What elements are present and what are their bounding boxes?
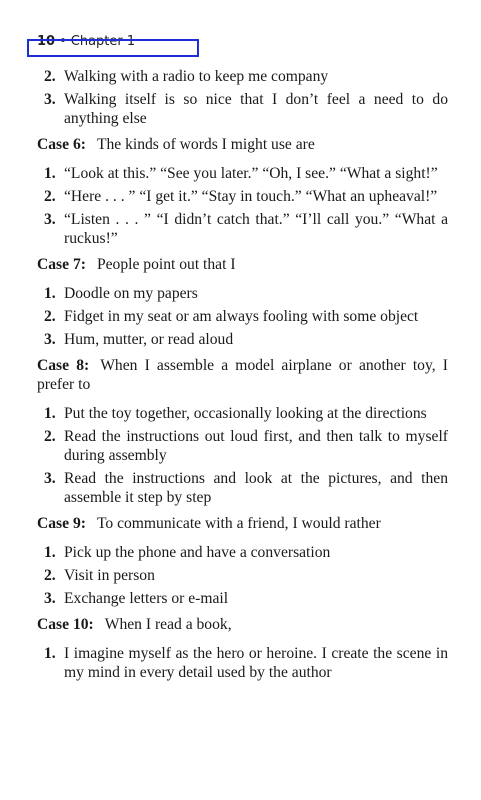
case-9-options [37, 543, 448, 608]
case-prompt: To communicate with a friend, I would rather [96, 515, 381, 532]
list-item [37, 644, 448, 682]
item-text: Put the toy together, occasionally looking at the directions [64, 405, 427, 422]
item-text: Exchange letters or e-mail [64, 590, 229, 607]
item-number: 1. [44, 405, 56, 422]
list-item [37, 284, 448, 303]
item-number: 2. [44, 428, 56, 445]
case-7-options [37, 284, 448, 349]
item-number: 1. [44, 544, 56, 561]
item-number: 3. [44, 590, 56, 607]
case-prompt: People point out that I [96, 256, 236, 273]
item-number: 2. [44, 308, 56, 325]
list-item [37, 427, 448, 465]
item-text: Doodle on my papers [64, 285, 198, 302]
chapter-title: Chapter 1 [70, 34, 136, 49]
list-item [37, 469, 448, 507]
item-number: 3. [44, 470, 56, 487]
item-text: Fidget in my seat or am always fooling with some object [64, 308, 419, 325]
item-text: “Listen . . . ” “I didn’t catch that.” “I’ll call you.” “What a ruckus!” [64, 211, 448, 247]
case-9-heading [37, 514, 448, 533]
case-label: Case 6: [37, 136, 86, 153]
list-item [37, 187, 448, 206]
list-item [37, 164, 448, 183]
item-text: Pick up the phone and have a conversation [64, 544, 331, 561]
case-6-heading [37, 135, 448, 154]
case-label: Case 8: [37, 357, 90, 374]
list-item [37, 67, 448, 86]
item-text: “Here . . . ” “I get it.” “Stay in touch.” “What an upheaval!” [64, 188, 438, 205]
item-text: Walking with a radio to keep me company [64, 68, 329, 85]
item-number: 3. [44, 331, 56, 348]
list-item [37, 589, 448, 608]
case-6-options [37, 164, 448, 248]
page-content [37, 67, 448, 682]
item-text: Walking itself is so nice that I don’t feel a need to do anything else [64, 91, 448, 127]
list-item [37, 566, 448, 585]
header-separator: • [59, 34, 67, 49]
list-item [37, 543, 448, 562]
case-label: Case 10: [37, 616, 94, 633]
case-8-options [37, 404, 448, 507]
item-text: Hum, mutter, or read aloud [64, 331, 234, 348]
list-item [37, 90, 448, 128]
case-prompt: The kinds of words I might use are [96, 136, 315, 153]
case-label: Case 7: [37, 256, 86, 273]
item-number: 2. [44, 567, 56, 584]
item-number: 3. [44, 211, 56, 228]
item-text: “Look at this.” “See you later.” “Oh, I see.” “What a sight!” [64, 165, 438, 182]
case-label: Case 9: [37, 515, 86, 532]
item-number: 1. [44, 285, 56, 302]
item-number: 1. [44, 645, 56, 662]
case-prompt: When I read a book, [104, 616, 232, 633]
page-number: 10 [37, 34, 56, 49]
case-10-options [37, 644, 448, 682]
case-7-heading [37, 255, 448, 274]
case-8-heading [37, 356, 448, 394]
list-item [37, 330, 448, 349]
case-10-heading [37, 615, 448, 634]
item-number: 2. [44, 68, 56, 85]
item-text: Read the instructions out loud first, and then talk to myself during assembly [64, 428, 448, 464]
list-item [37, 307, 448, 326]
item-number: 2. [44, 188, 56, 205]
lead-list [37, 67, 448, 128]
item-text: I imagine myself as the hero or heroine. I create the scene in my mind in every detail used by the author [64, 645, 448, 681]
item-number: 1. [44, 165, 56, 182]
running-header [37, 33, 135, 51]
item-text: Read the instructions and look at the pictures, and then assemble it step by step [64, 470, 448, 506]
list-item [37, 404, 448, 423]
list-item [37, 210, 448, 248]
item-text: Visit in person [64, 567, 155, 584]
case-prompt: When I assemble a model airplane or another toy, I prefer to [37, 357, 449, 393]
item-number: 3. [44, 91, 56, 108]
